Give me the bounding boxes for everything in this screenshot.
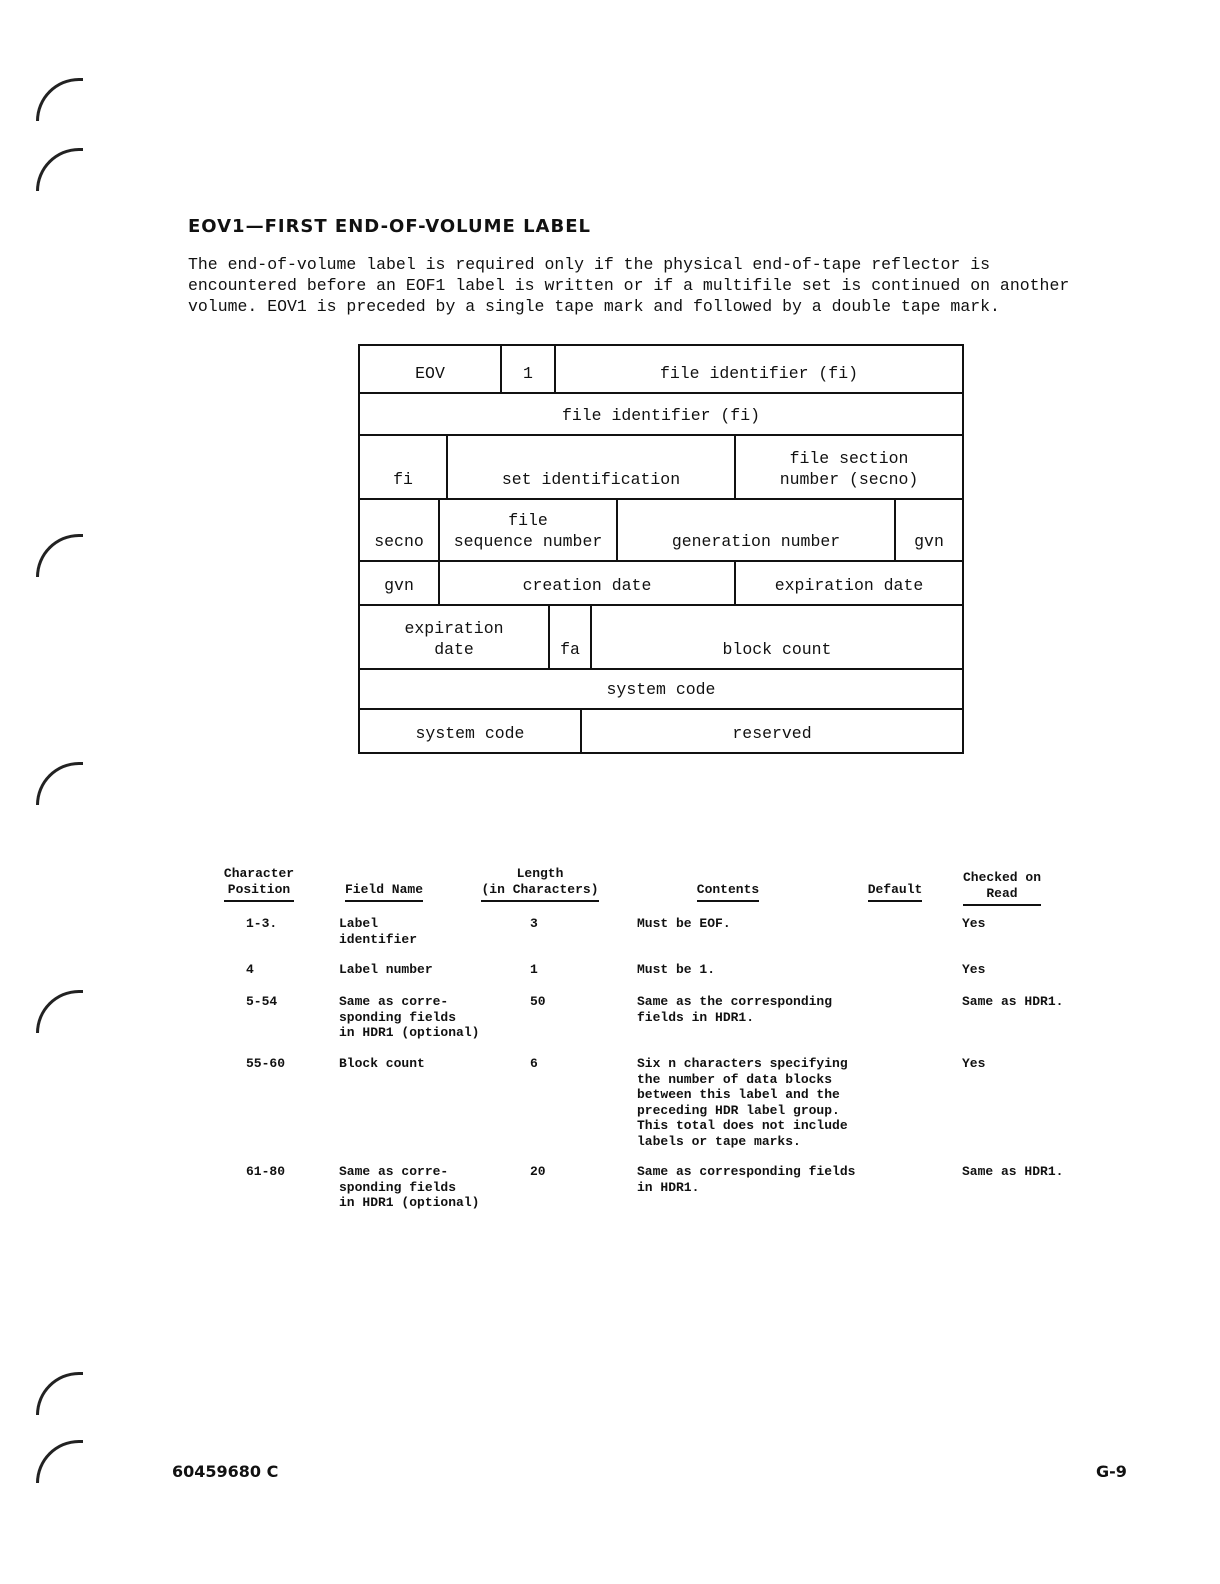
diagram-field: file sequence number: [438, 500, 616, 560]
table-cell: 5-54: [246, 994, 278, 1009]
table-cell: 61-80: [246, 1164, 286, 1179]
diagram-field: 1: [500, 346, 554, 392]
label-diagram: [358, 344, 964, 754]
punch-mark: [36, 1440, 83, 1483]
punch-mark: [36, 78, 83, 121]
table-cell: Must be EOF.: [637, 916, 731, 931]
diagram-field: system code: [415, 724, 525, 743]
table-cell: Must be 1.: [637, 962, 716, 977]
header-field-name: Field Name: [332, 882, 436, 902]
diagram-row: [360, 560, 962, 604]
header-character-position: Character Position: [222, 866, 296, 902]
document-number: 60459680 C: [172, 1462, 279, 1481]
diagram-row: [360, 346, 962, 392]
page-number: G-9: [1096, 1462, 1127, 1481]
diagram-field: expiration date: [734, 562, 962, 604]
table-cell: Same as the corresponding fields in HDR1.: [637, 994, 833, 1025]
diagram-field: file section number (secno): [734, 436, 962, 498]
punch-mark: [36, 148, 83, 191]
diagram-field: gvn: [894, 500, 962, 560]
punch-mark: [36, 762, 83, 805]
table-cell: Yes: [962, 916, 986, 931]
table-cell: 20: [530, 1164, 546, 1179]
diagram-field: reserved: [580, 710, 962, 752]
table-cell: Label number: [339, 962, 433, 977]
table-cell: Six n characters specifying the number of data blocks between this label and the preceding HDR label group. This total does not include labels or tape marks.: [637, 1056, 848, 1149]
diagram-field: EOV: [415, 364, 445, 383]
table-cell: Same as HDR1.: [962, 1164, 1064, 1179]
punch-mark: [36, 1372, 83, 1415]
table-cell: 6: [530, 1056, 538, 1071]
diagram-field: file identifier (fi): [561, 406, 761, 425]
table-cell: Block count: [339, 1056, 425, 1071]
diagram-row: [360, 668, 962, 708]
table-cell: Same as corre- sponding fields in HDR1 (optional): [339, 1164, 480, 1210]
diagram-field: creation date: [438, 562, 734, 604]
punch-mark: [36, 534, 83, 577]
header-default: Default: [864, 882, 926, 902]
table-cell: 4: [246, 962, 254, 977]
diagram-field: expiration date: [404, 619, 504, 659]
intro-paragraph: The end-of-volume label is required only if the physical end-of-tape reflector is encountered before an EOF1 label is written or if a multifile set is continued on another volume. EOV1 is preceded by a single tape mark and followed by a double tape mark.: [188, 255, 1070, 316]
table-cell: 1: [530, 962, 538, 977]
diagram-field: block count: [590, 606, 962, 668]
diagram-row: [360, 708, 962, 752]
diagram-field: set identification: [446, 436, 734, 498]
table-cell: 55-60: [246, 1056, 286, 1071]
table-cell: Yes: [962, 962, 986, 977]
table-cell: 50: [530, 994, 546, 1009]
diagram-field: file identifier (fi): [554, 346, 962, 392]
diagram-field: secno: [374, 532, 424, 551]
diagram-field: generation number: [616, 500, 894, 560]
table-cell: 1-3.: [246, 916, 278, 931]
table-cell: Same as corresponding fields in HDR1.: [637, 1164, 856, 1195]
table-cell: 3: [530, 916, 538, 931]
table-cell: Label identifier: [339, 916, 418, 947]
header-contents: Contents: [688, 882, 768, 902]
diagram-row: [360, 392, 962, 434]
header-length: Length (in Characters): [480, 866, 600, 902]
diagram-field: system code: [606, 680, 716, 699]
punch-mark: [36, 990, 83, 1033]
page-title: EOV1—FIRST END-OF-VOLUME LABEL: [188, 216, 591, 237]
table-cell: Same as corre- sponding fields in HDR1 (optional): [339, 994, 480, 1040]
diagram-row: [360, 434, 962, 498]
header-checked-on-read: Checked on Read: [956, 870, 1048, 906]
table-cell: Yes: [962, 1056, 986, 1071]
diagram-row: [360, 604, 962, 668]
diagram-row: [360, 498, 962, 560]
table-cell: Same as HDR1.: [962, 994, 1064, 1009]
diagram-field: gvn: [384, 576, 414, 595]
diagram-field: fi: [393, 470, 413, 489]
diagram-field: fa: [548, 606, 590, 668]
